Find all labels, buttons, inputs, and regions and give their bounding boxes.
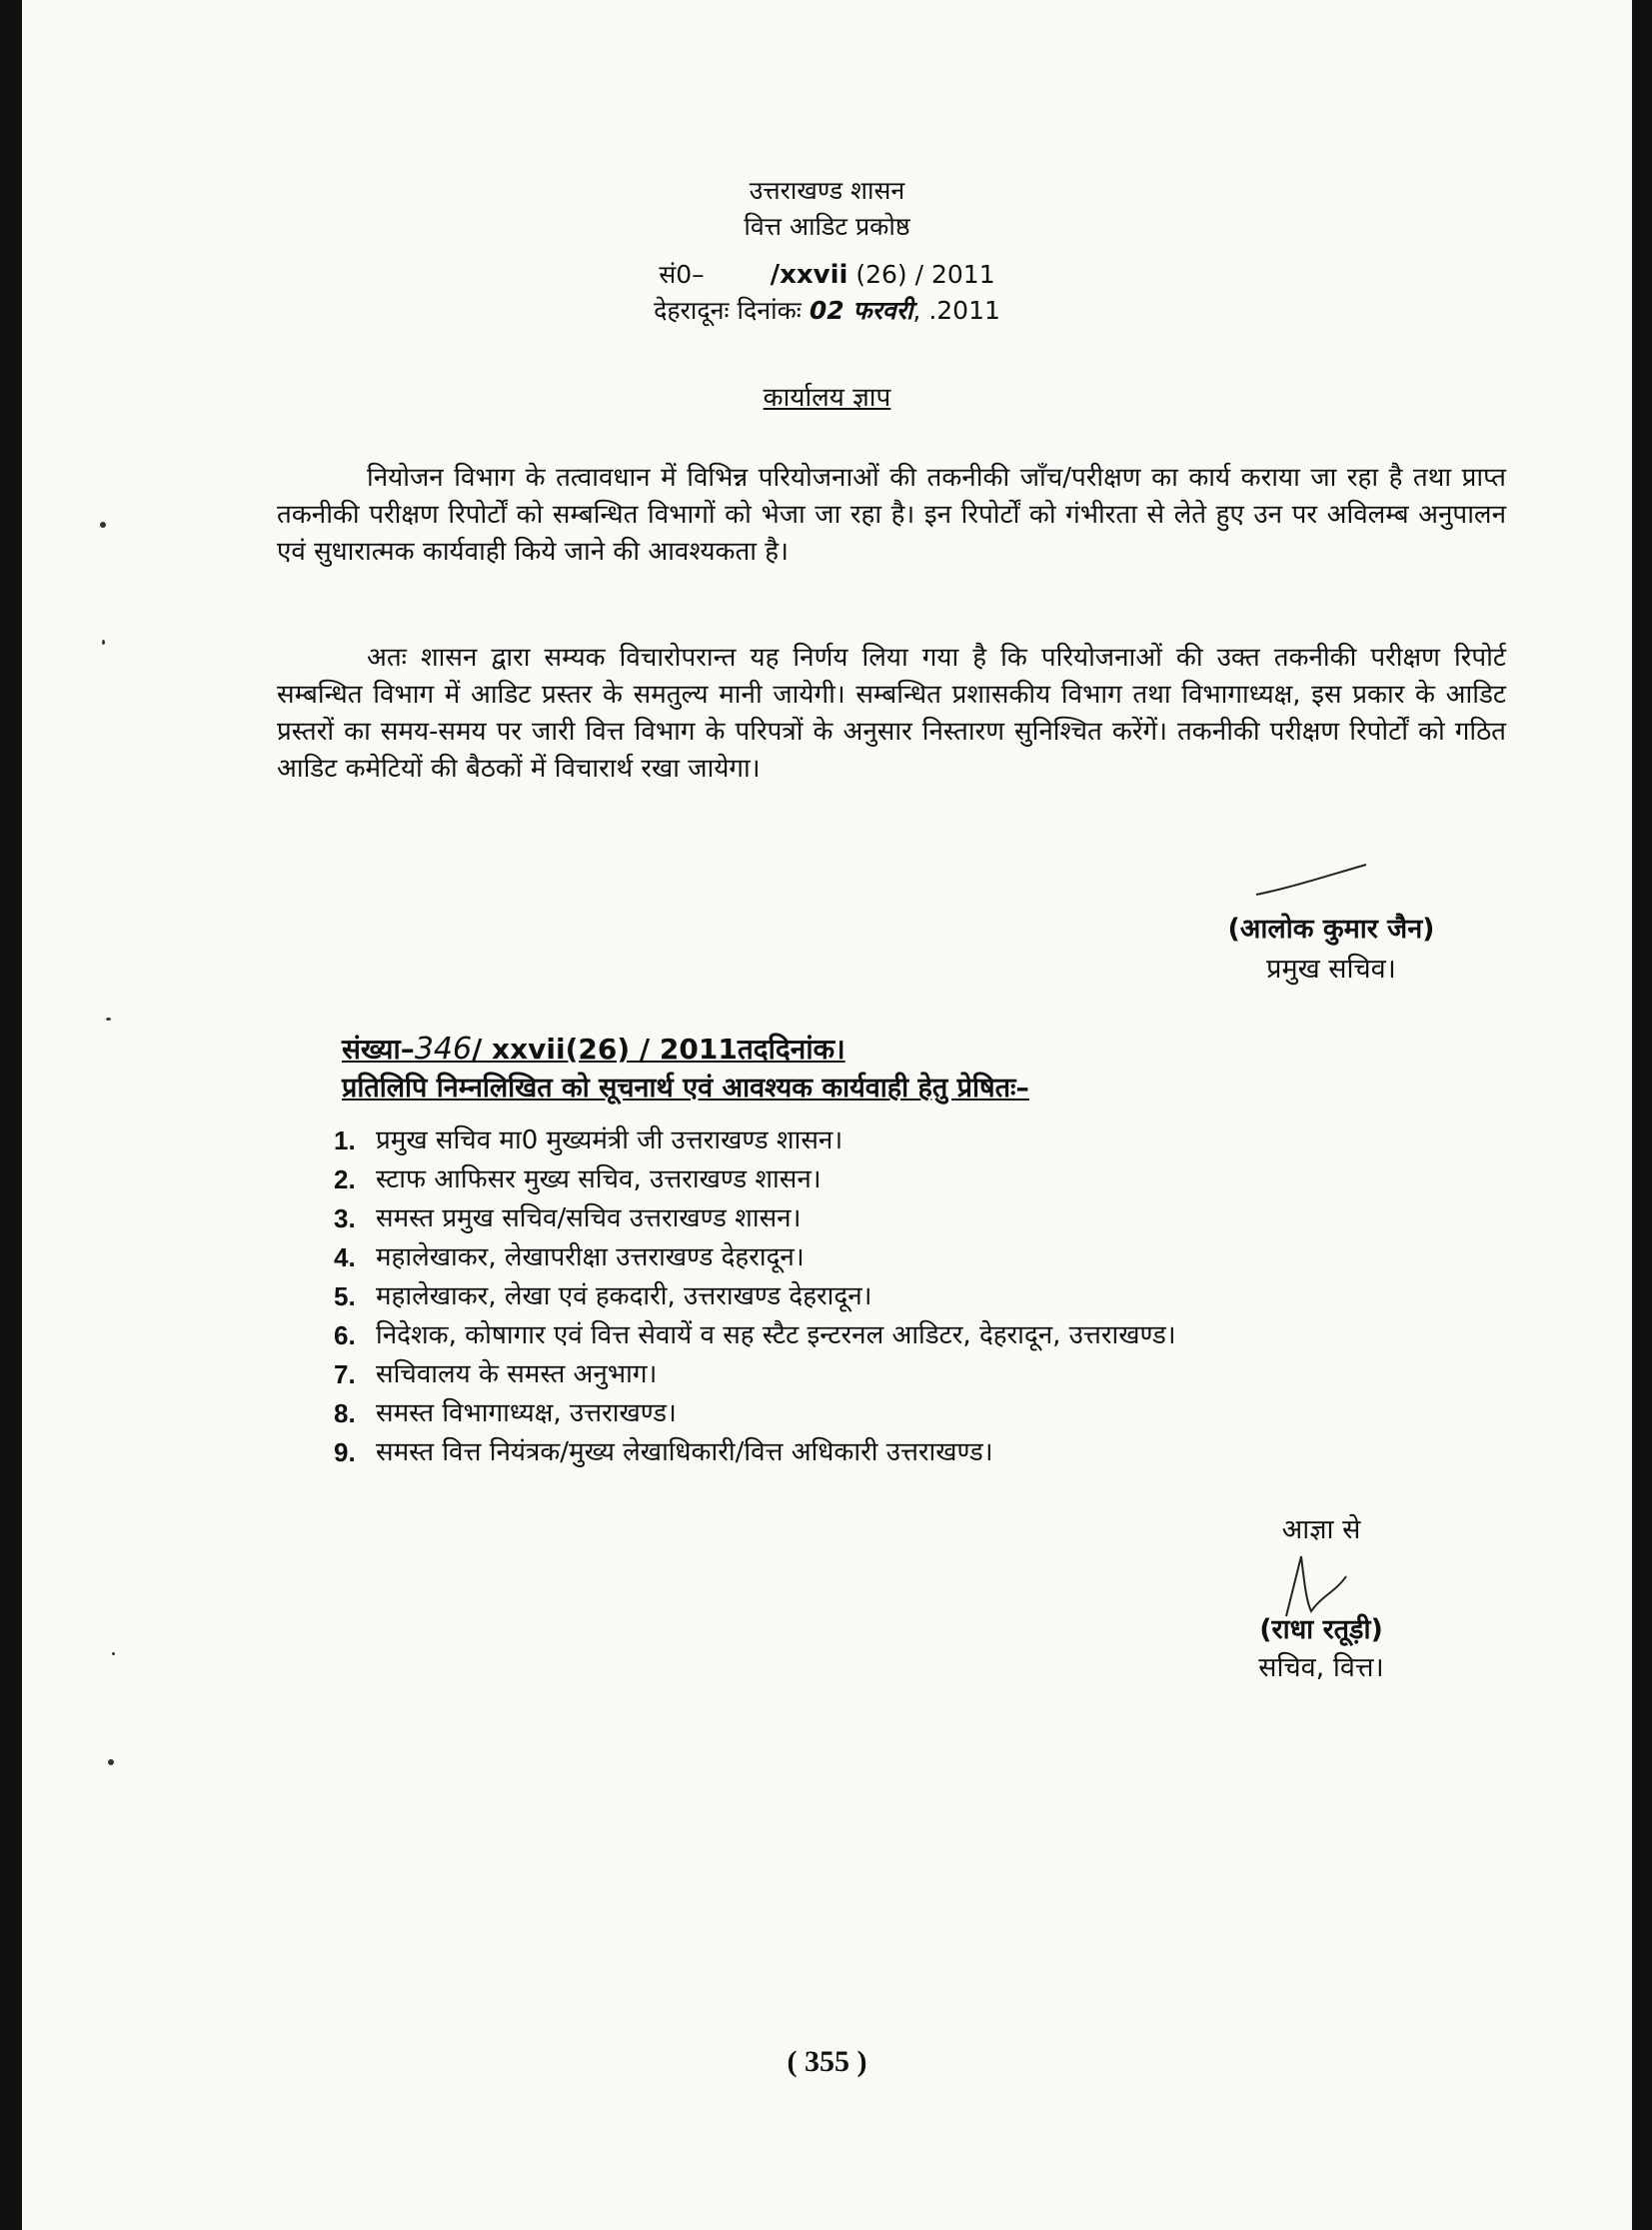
document-header — [22, 172, 1632, 330]
signatory-name-2: (राधा रतूड़ी) — [1259, 1614, 1383, 1645]
memo-title: कार्यालय ज्ञाप — [763, 383, 891, 413]
list-text: निदेशक, कोषागार एवं वित्त सेवायें व सह स्टैट इन्टरनल आडिटर, देहरादून, उत्तराखण्ड। — [376, 1320, 1176, 1350]
list-number: 8. — [334, 1398, 356, 1428]
list-item — [334, 1433, 1533, 1472]
list-number: 6. — [334, 1320, 356, 1350]
list-text: प्रमुख सचिव मा0 मुख्यमंत्री जी उत्तराखण्ड शासन। — [376, 1125, 843, 1155]
list-item — [334, 1199, 1533, 1238]
signatory-name-1: (आलोक कुमार जैन) — [1227, 914, 1435, 945]
order-line: आज्ञा से — [1281, 1514, 1361, 1545]
list-number: 4. — [334, 1242, 356, 1272]
signature-stroke-1 — [1251, 860, 1371, 900]
date-handwritten: 02 फरवरी — [809, 296, 913, 325]
cell-name: वित्त आडिट प्रकोष्ठ — [744, 212, 910, 241]
copy-suffix: / xxvii(26) / 2011तददिनांक। — [472, 1033, 845, 1066]
copy-prefix: संख्या– — [342, 1033, 415, 1066]
list-number: 3. — [334, 1203, 356, 1233]
paragraph-1: नियोजन विभाग के तत्वावधान में विभिन्न परियोजनाओं की तकनीकी जाँच/परीक्षण का कार्य कराया जा रहा है तथा प्राप्त तकनीकी परीक्षण रिपोर्टों को सम्बन्धित विभागों को भेजा जा रहा है। इन रिपोर्टों को गंभीरता से लेते हुए उन पर अविलम्ब अनुपालन एवं सुधारात्मक कार्यवाही किये जाने की आवश्यकता है। — [277, 463, 1506, 567]
list-item — [334, 1394, 1533, 1433]
reference-suffix: (26) / 2011 — [855, 260, 995, 289]
date-suffix: , .2011 — [912, 296, 1000, 325]
list-item — [334, 1121, 1533, 1160]
list-text: समस्त प्रमुख सचिव/सचिव उत्तराखण्ड शासन। — [376, 1203, 802, 1233]
list-number: 2. — [334, 1164, 356, 1194]
copy-header-block — [342, 1030, 1441, 1108]
signatory-block-1 — [1171, 910, 1491, 990]
copy-handwritten-number: 346 — [414, 1032, 473, 1067]
recipient-list — [334, 1121, 1533, 1472]
signatory-block-2 — [1201, 1611, 1441, 1687]
scan-speck — [112, 1652, 115, 1655]
reference-code: /xxvii — [770, 260, 848, 290]
copy-reference — [342, 1030, 1441, 1070]
government-name: उत्तराखण्ड शासन — [749, 176, 905, 205]
list-item — [334, 1355, 1533, 1394]
list-item — [334, 1277, 1533, 1316]
list-item — [334, 1238, 1533, 1277]
scan-border-left — [0, 0, 22, 2230]
scan-speck — [100, 522, 106, 528]
list-text: समस्त वित्त नियंत्रक/मुख्य लेखाधिकारी/वित्त अधिकारी उत्तराखण्ड। — [376, 1437, 993, 1467]
list-item — [334, 1316, 1533, 1355]
scan-speck — [106, 1018, 111, 1021]
paragraph-2: अतः शासन द्वारा सम्यक विचारोपरान्त यह निर्णय लिया गया है कि परियोजनाओं की उक्त तकनीकी परीक्षण रिपोर्ट सम्बन्धित विभाग में आडिट प्रस्तर के समतुल्य मानी जायेगी। सम्बन्धित प्रशासकीय विभाग तथा विभागाध्यक्ष, इस प्रकार के आडिट प्रस्तरों का समय-समय पर जारी वित्त विभाग के परिपत्रों के अनुसार निस्तारण सुनिश्चित करेंगें। तकनीकी परीक्षण रिपोर्टों को गठित आडिट कमेटियों की बैठकों में विचारार्थ रखा जायेगा। — [277, 643, 1506, 784]
date-prefix: देहरादूनः दिनांकः — [654, 296, 802, 325]
scan-speck — [108, 1759, 114, 1765]
copy-intro: प्रतिलिपि निम्नलिखित को सूचनार्थ एवं आवश्यक कार्यवाही हेतु प्रेषितः– — [342, 1073, 1029, 1104]
scan-speck — [102, 640, 105, 645]
reference-prefix: सं0– — [659, 260, 705, 289]
signatory-designation-1: प्रमुख सचिव। — [1266, 954, 1396, 985]
issue-date — [22, 294, 1632, 328]
list-text: स्टाफ आफिसर मुख्य सचिव, उत्तराखण्ड शासन। — [376, 1164, 822, 1194]
list-text: महालेखाकर, लेखा एवं हकदारी, उत्तराखण्ड देहरादून। — [376, 1281, 872, 1311]
list-number: 5. — [334, 1281, 356, 1311]
reference-number — [22, 258, 1632, 292]
signatory-designation-2: सचिव, वित्त। — [1258, 1652, 1384, 1683]
list-text: सचिवालय के समस्त अनुभाग। — [376, 1359, 658, 1389]
scan-border-right — [1632, 0, 1652, 2230]
list-number: 1. — [334, 1125, 356, 1155]
list-item — [334, 1160, 1533, 1199]
document-page — [22, 0, 1632, 2230]
list-number: 9. — [334, 1437, 356, 1467]
list-number: 7. — [334, 1359, 356, 1389]
page-number: ( 355 ) — [787, 2045, 867, 2078]
list-text: महालेखाकर, लेखापरीक्षा उत्तराखण्ड देहरादून। — [376, 1242, 805, 1272]
list-text: समस्त विभागाध्यक्ष, उत्तराखण्ड। — [376, 1398, 677, 1428]
